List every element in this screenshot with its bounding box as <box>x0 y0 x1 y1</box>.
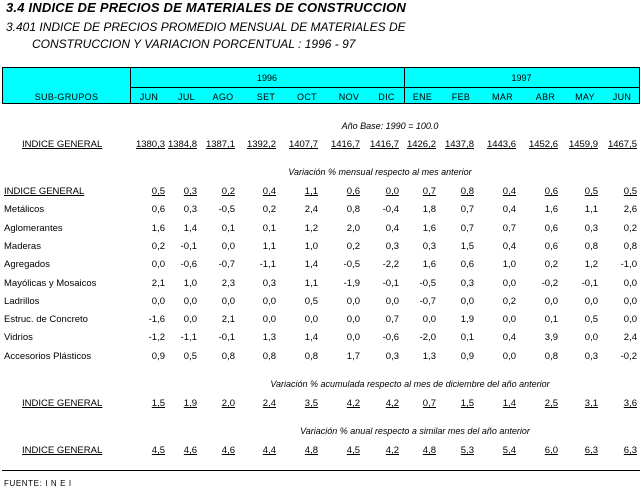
value-cell: 2,4 <box>304 204 318 216</box>
value-cell: 1,6 <box>151 222 165 234</box>
value-cell: -1,0 <box>620 259 637 271</box>
value-cell: 1,9 <box>460 314 474 326</box>
value-cell: 0,2 <box>262 204 276 216</box>
value-cell: 0,0 <box>623 277 637 289</box>
value-cell: 0,0 <box>502 350 516 362</box>
month-header: FEB <box>451 92 471 102</box>
year-1997-header: 1997 <box>511 73 532 83</box>
value-cell: 0,6 <box>544 240 558 252</box>
value-cell: 0,6 <box>544 186 558 197</box>
value-cell: 4,4 <box>262 445 276 456</box>
value-cell: 0,0 <box>422 314 436 326</box>
value-cell: -0,6 <box>180 259 197 271</box>
value-cell: 1,0 <box>304 240 318 252</box>
value-cell: -0,5 <box>218 204 235 216</box>
value-cell: 0,8 <box>584 240 598 252</box>
value-cell: 1,6 <box>422 222 436 234</box>
month-header: JUN <box>139 92 159 102</box>
month-header: JUN <box>612 92 632 102</box>
value-cell: 0,8 <box>460 186 474 197</box>
value-cell: -0,1 <box>581 277 598 289</box>
value-cell: 0,4 <box>502 204 516 216</box>
row-label: Mayólicas y Mosaicos <box>4 277 97 289</box>
value-cell: 1387,1 <box>205 139 235 150</box>
value-cell: -0,4 <box>382 204 399 216</box>
value-cell: 0,0 <box>304 314 318 326</box>
value-cell: 0,0 <box>623 314 637 326</box>
value-cell: 4,2 <box>385 398 399 409</box>
value-cell: 0,6 <box>346 186 360 197</box>
base-year-note: Año Base: 1990 = 100.0 <box>341 121 439 131</box>
value-cell: 1459,9 <box>568 139 598 150</box>
value-cell: -0,7 <box>419 295 436 307</box>
value-cell: 0,5 <box>623 186 637 197</box>
value-cell: 0,5 <box>183 350 197 362</box>
row-label: Metálicos <box>4 204 45 216</box>
month-header: AGO <box>212 92 234 102</box>
value-cell: 4,8 <box>304 445 318 456</box>
value-cell: 0,1 <box>544 314 558 326</box>
value-cell: 1443,6 <box>486 139 516 150</box>
value-cell: 0,3 <box>422 240 436 252</box>
value-cell: 4,5 <box>346 445 360 456</box>
value-cell: 0,3 <box>584 222 598 234</box>
value-cell: 2,5 <box>544 398 558 409</box>
value-cell: 1,9 <box>183 398 197 409</box>
value-cell: 1,2 <box>584 259 598 271</box>
value-cell: 0,0 <box>151 259 165 271</box>
month-header: DIC <box>378 92 395 102</box>
value-cell: 0,0 <box>183 314 197 326</box>
table-title-line2: CONSTRUCCION Y VARIACION PORCENTUAL : 1996 - 97 <box>32 37 356 51</box>
value-cell: 0,7 <box>460 222 474 234</box>
value-cell: 2,1 <box>151 277 165 289</box>
value-cell: 0,0 <box>623 295 637 307</box>
value-cell: 1,6 <box>422 259 436 271</box>
value-cell: 0,4 <box>502 186 516 197</box>
value-cell: 2,4 <box>262 398 276 409</box>
value-cell: 0,3 <box>460 277 474 289</box>
value-cell: 2,0 <box>346 222 360 234</box>
value-cell: 1,8 <box>422 204 436 216</box>
value-cell: 1,5 <box>460 240 474 252</box>
value-cell: 0,0 <box>262 314 276 326</box>
value-cell: 0,5 <box>584 314 598 326</box>
value-cell: 1,2 <box>304 222 318 234</box>
value-cell: 0,8 <box>346 204 360 216</box>
value-cell: 0,2 <box>544 259 558 271</box>
value-cell: 4,2 <box>385 445 399 456</box>
value-cell: 4,6 <box>221 445 235 456</box>
annual-row <box>0 445 643 459</box>
value-cell: -1,1 <box>259 259 276 271</box>
value-cell: 1,1 <box>304 277 318 289</box>
value-cell: 0,5 <box>151 186 165 197</box>
monthly-row <box>0 296 643 310</box>
value-cell: 1,5 <box>460 398 474 409</box>
monthly-row <box>0 259 643 273</box>
value-cell: 1416,7 <box>330 139 360 150</box>
value-cell: 3,5 <box>304 398 318 409</box>
value-cell: 2,0 <box>221 398 235 409</box>
value-cell: 0,9 <box>460 350 474 362</box>
value-cell: 0,3 <box>183 186 197 197</box>
month-header: SET <box>256 92 276 102</box>
value-cell: 1,0 <box>183 277 197 289</box>
value-cell: 0,3 <box>262 277 276 289</box>
value-cell: 1,3 <box>262 332 276 344</box>
month-header: NOV <box>338 92 360 102</box>
value-cell: 0,5 <box>584 186 598 197</box>
table-header <box>2 67 640 104</box>
value-cell: 0,0 <box>502 277 516 289</box>
value-cell: -0,2 <box>620 350 637 362</box>
year-1996-header: 1996 <box>256 73 278 83</box>
value-cell: 0,1 <box>460 332 474 344</box>
row-label: Ladrillos <box>4 295 40 307</box>
value-cell: 1437,8 <box>444 139 474 150</box>
value-cell: 0,0 <box>460 295 474 307</box>
value-cell: 0,3 <box>385 350 399 362</box>
section-title: 3.4 INDICE DE PRECIOS DE MATERIALES DE CONSTRUCCION <box>6 0 407 15</box>
value-cell: 0,7 <box>422 398 436 409</box>
accumulated-variation-note: Variación % acumulada respecto al mes de diciembre del año anterior <box>270 379 550 389</box>
value-cell: 1,0 <box>502 259 516 271</box>
value-cell: -1,1 <box>180 332 197 344</box>
value-cell: 0,0 <box>262 295 276 307</box>
value-cell: 0,0 <box>346 295 360 307</box>
value-cell: 6,0 <box>544 445 558 456</box>
value-cell: 2,6 <box>623 204 637 216</box>
value-cell: 0,4 <box>502 332 516 344</box>
value-cell: 1,3 <box>422 350 436 362</box>
monthly-row <box>0 278 643 292</box>
value-cell: 1,4 <box>502 398 516 409</box>
value-cell: 3,9 <box>544 332 558 344</box>
monthly-row <box>0 223 643 237</box>
subgroups-header: SUB-GRUPOS <box>34 92 99 102</box>
value-cell: 4,5 <box>151 445 165 456</box>
value-cell: 1384,8 <box>167 139 197 150</box>
value-cell: 1,6 <box>544 204 558 216</box>
monthly-row <box>0 241 643 255</box>
value-cell: 0,7 <box>422 186 436 197</box>
value-cell: 0,2 <box>151 240 165 252</box>
monthly-row <box>0 186 643 200</box>
value-cell: 2,3 <box>221 277 235 289</box>
value-cell: 0,6 <box>460 259 474 271</box>
value-cell: 0,6 <box>151 204 165 216</box>
value-cell: 0,8 <box>221 350 235 362</box>
value-cell: 1,1 <box>304 186 318 197</box>
value-cell: -2,0 <box>419 332 436 344</box>
value-cell: -1,6 <box>148 314 165 326</box>
value-cell: 0,0 <box>151 295 165 307</box>
value-cell: 1452,6 <box>528 139 558 150</box>
value-cell: -0,5 <box>419 277 436 289</box>
value-cell: 0,5 <box>304 295 318 307</box>
value-cell: -0,7 <box>218 259 235 271</box>
monthly-row <box>0 204 643 218</box>
value-cell: 2,1 <box>221 314 235 326</box>
row-label: Aglomerantes <box>4 222 63 234</box>
value-cell: 0,7 <box>502 222 516 234</box>
monthly-row <box>0 314 643 328</box>
value-cell: 4,2 <box>346 398 360 409</box>
month-header: OCT <box>297 92 317 102</box>
value-cell: 0,8 <box>623 240 637 252</box>
value-cell: 0,2 <box>623 222 637 234</box>
row-label: INDICE GENERAL <box>4 186 85 197</box>
value-cell: 1,4 <box>183 222 197 234</box>
value-cell: 0,2 <box>221 186 235 197</box>
value-cell: 0,3 <box>183 204 197 216</box>
value-cell: 0,0 <box>385 295 399 307</box>
accumulated-row <box>0 398 643 412</box>
month-header: MAR <box>492 92 513 102</box>
value-cell: 1,1 <box>262 240 276 252</box>
value-cell: 0,2 <box>502 295 516 307</box>
value-cell: 0,0 <box>346 314 360 326</box>
value-cell: 0,0 <box>221 295 235 307</box>
value-cell: 4,6 <box>183 445 197 456</box>
row-label: INDICE GENERAL <box>22 398 103 409</box>
annual-variation-note: Variación % anual respecto a similar mes del año anterior <box>300 426 530 436</box>
value-cell: 0,0 <box>544 295 558 307</box>
monthly-variation-note: Variación % mensual respecto al mes anterior <box>288 167 472 177</box>
value-cell: 1467,5 <box>607 139 637 150</box>
value-cell: -1,9 <box>343 277 360 289</box>
index-row <box>0 139 643 153</box>
month-header: ENE <box>412 92 433 102</box>
value-cell: 0,3 <box>584 350 598 362</box>
value-cell: 0,9 <box>151 350 165 362</box>
row-label: Accesorios Plásticos <box>4 350 92 362</box>
value-cell: 0,0 <box>502 314 516 326</box>
value-cell: 0,7 <box>385 314 399 326</box>
value-cell: 5,3 <box>460 445 474 456</box>
table-title-line1: 3.401 INDICE DE PRECIOS PROMEDIO MENSUAL DE MATERIALES DE <box>6 20 406 34</box>
value-cell: 0,0 <box>584 295 598 307</box>
row-label: Estruc. de Concreto <box>4 314 88 326</box>
value-cell: 0,3 <box>385 240 399 252</box>
month-header: MAY <box>575 92 595 102</box>
value-cell: 0,1 <box>262 222 276 234</box>
value-cell: 0,6 <box>544 222 558 234</box>
value-cell: 1,7 <box>346 350 360 362</box>
value-cell: 1380,3 <box>135 139 165 150</box>
value-cell: 0,4 <box>502 240 516 252</box>
value-cell: -0,2 <box>541 277 558 289</box>
value-cell: 6,3 <box>584 445 598 456</box>
value-cell: -0,1 <box>382 277 399 289</box>
value-cell: 1,4 <box>304 332 318 344</box>
value-cell: 1,5 <box>151 398 165 409</box>
value-cell: 0,2 <box>346 240 360 252</box>
row-label: INDICE GENERAL <box>22 139 103 150</box>
value-cell: 3,1 <box>584 398 598 409</box>
monthly-row <box>0 351 643 365</box>
value-cell: 0,4 <box>262 186 276 197</box>
footer-divider <box>2 470 640 471</box>
value-cell: 0,8 <box>304 350 318 362</box>
row-label: INDICE GENERAL <box>22 445 103 456</box>
value-cell: 2,4 <box>623 332 637 344</box>
row-label: Maderas <box>4 240 41 252</box>
value-cell: 1,1 <box>584 204 598 216</box>
month-header: ABR <box>535 92 556 102</box>
source-note: FUENTE: I N E I <box>4 479 72 488</box>
value-cell: -2,2 <box>382 259 399 271</box>
value-cell: -0,1 <box>180 240 197 252</box>
value-cell: -1,2 <box>148 332 165 344</box>
value-cell: 0,0 <box>584 332 598 344</box>
month-header: JUL <box>178 92 195 102</box>
value-cell: 0,0 <box>385 186 399 197</box>
value-cell: 1,4 <box>304 259 318 271</box>
value-cell: 0,0 <box>346 332 360 344</box>
value-cell: 5,4 <box>502 445 516 456</box>
value-cell: -0,6 <box>382 332 399 344</box>
value-cell: 0,4 <box>385 222 399 234</box>
value-cell: 0,7 <box>460 204 474 216</box>
value-cell: 0,0 <box>221 240 235 252</box>
value-cell: 1416,7 <box>369 139 399 150</box>
value-cell: 1407,7 <box>288 139 318 150</box>
value-cell: 1392,2 <box>246 139 276 150</box>
value-cell: -0,5 <box>343 259 360 271</box>
value-cell: 0,8 <box>262 350 276 362</box>
value-cell: 6,3 <box>623 445 637 456</box>
row-label: Vidrios <box>4 332 33 344</box>
value-cell: 0,0 <box>183 295 197 307</box>
value-cell: 1426,2 <box>406 139 436 150</box>
value-cell: 0,8 <box>544 350 558 362</box>
row-label: Agregados <box>4 259 50 271</box>
value-cell: -0,1 <box>218 332 235 344</box>
value-cell: 4,8 <box>422 445 436 456</box>
value-cell: 0,1 <box>221 222 235 234</box>
monthly-row <box>0 332 643 346</box>
value-cell: 3,6 <box>623 398 637 409</box>
